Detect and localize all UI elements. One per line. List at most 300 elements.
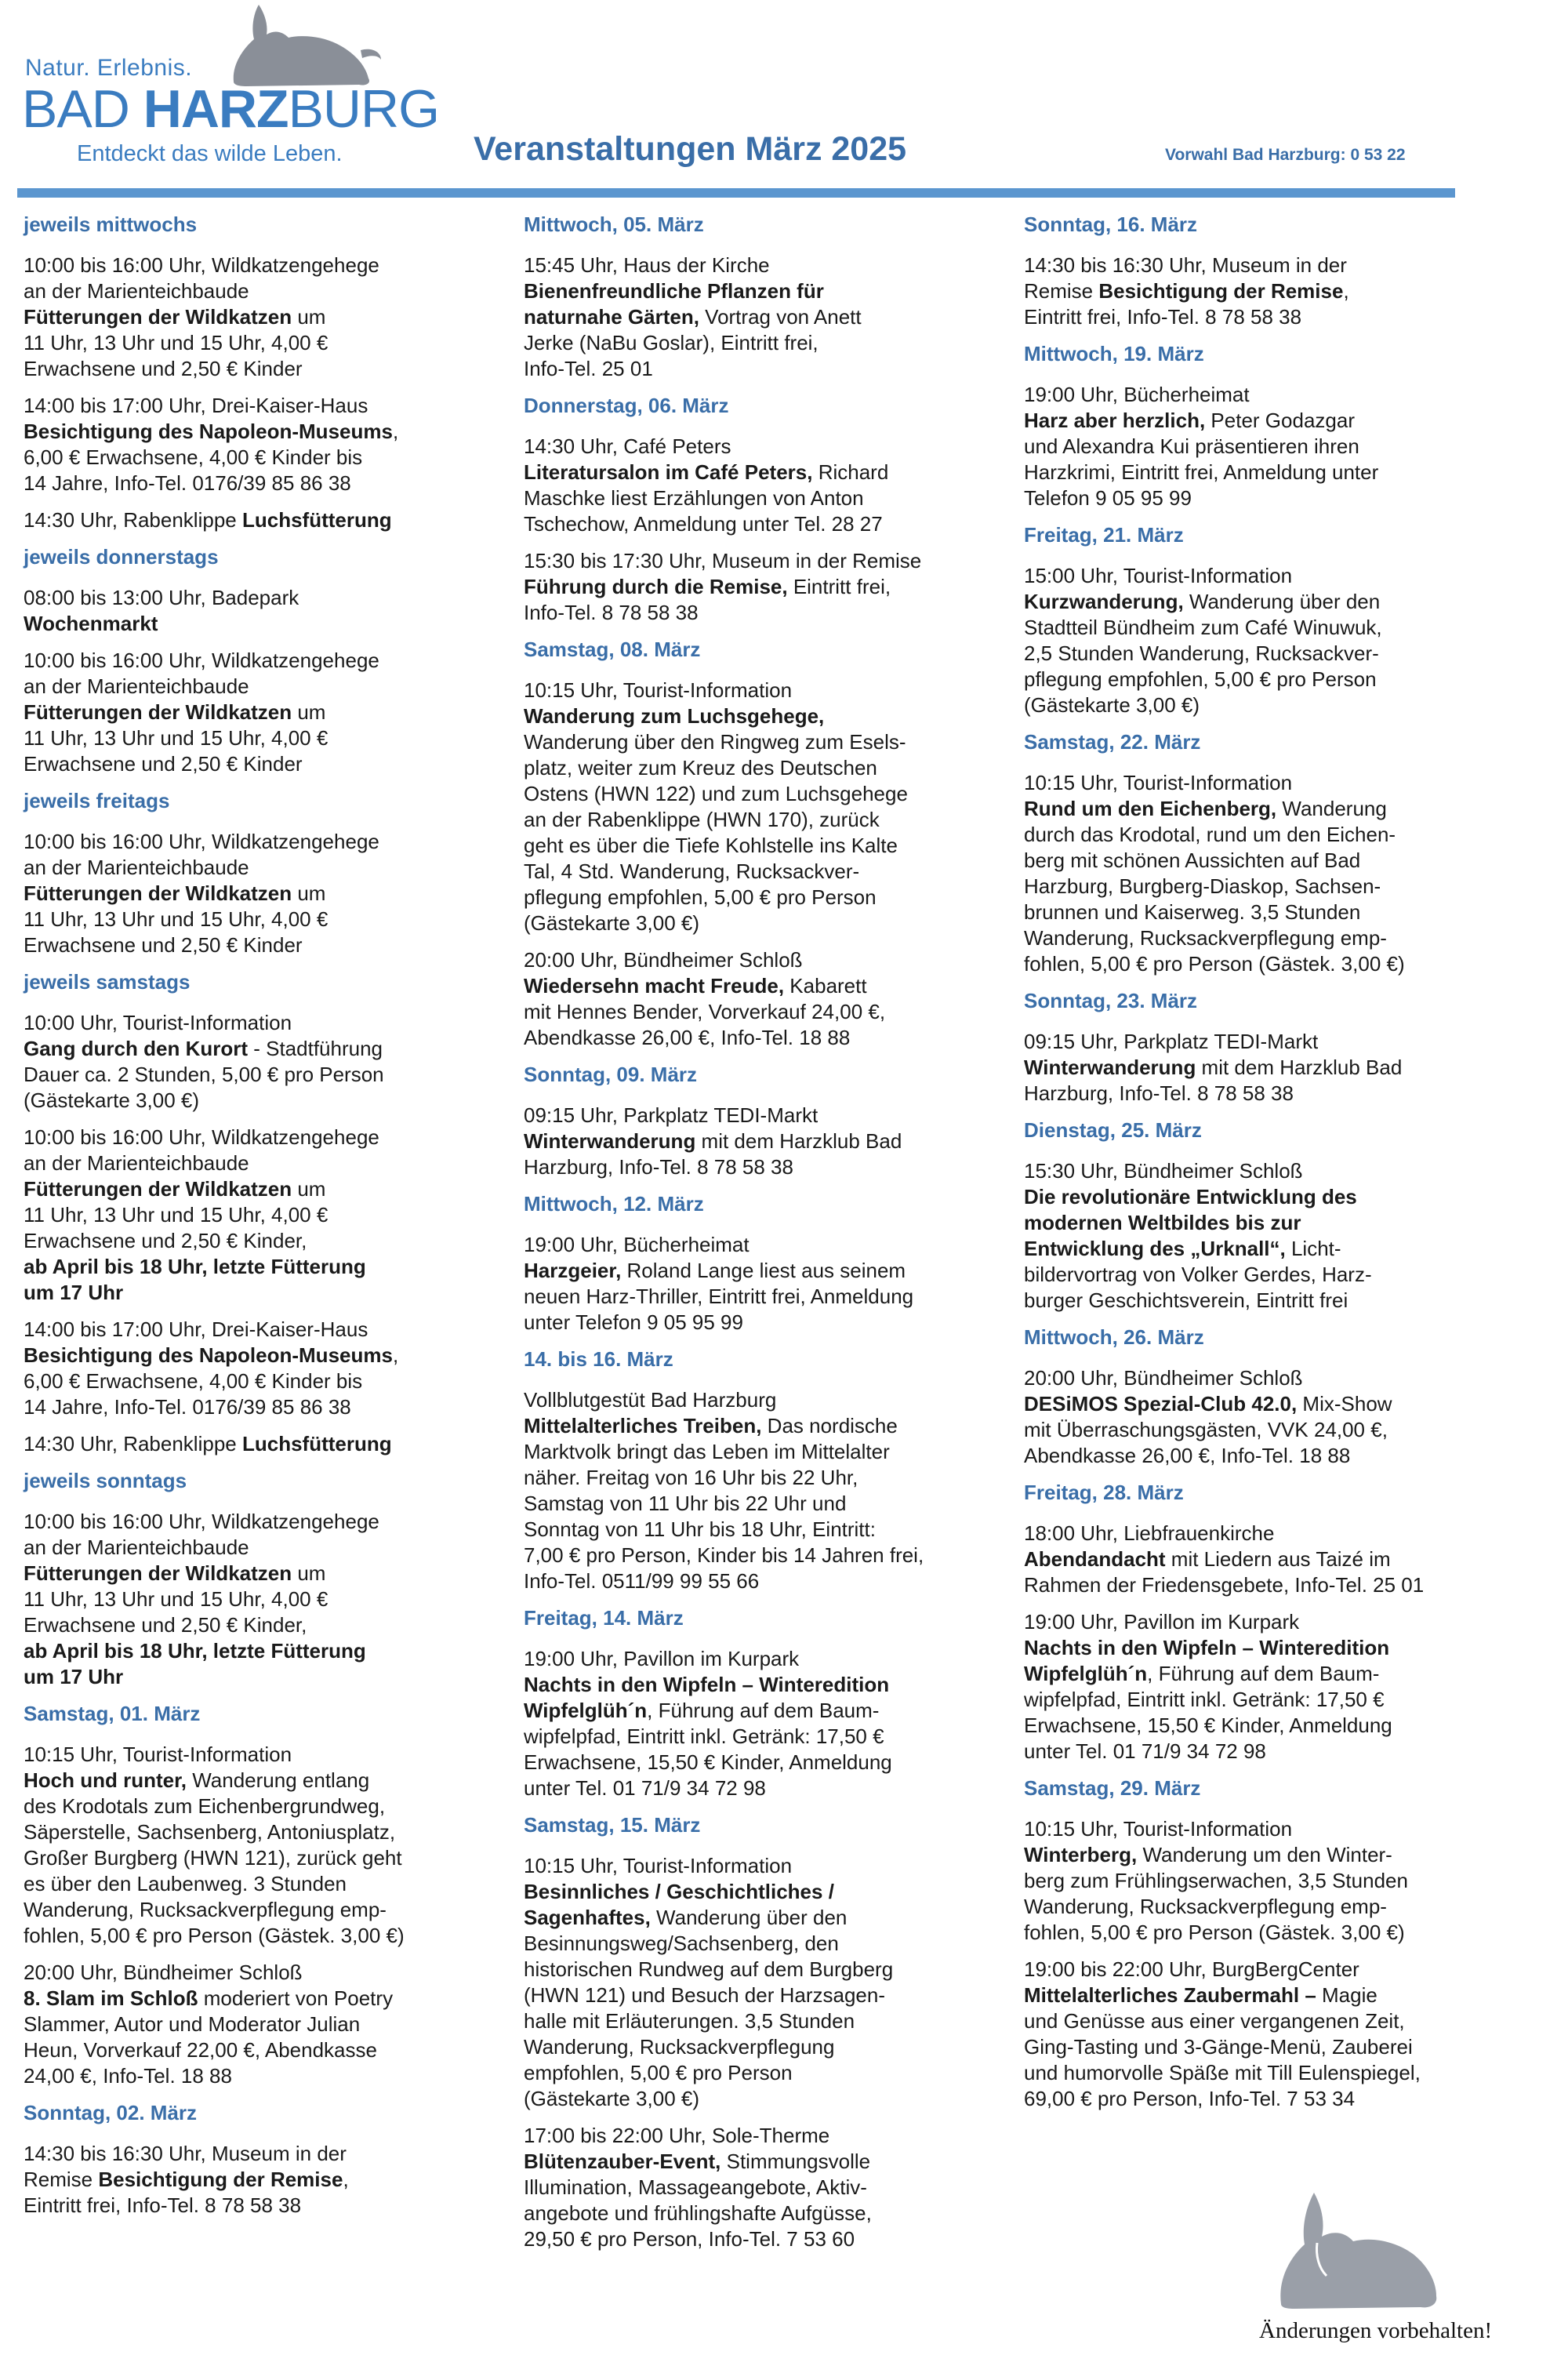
- event-entry: [24, 2141, 492, 2219]
- event-entry: [24, 829, 492, 958]
- event-entry: [1024, 770, 1493, 977]
- event-text: Wanderung, Rucksackverpflegung emp-: [24, 1898, 387, 1921]
- event-entry: [524, 253, 993, 382]
- event-text: Telefon 9 05 95 99: [1024, 486, 1192, 510]
- day-section: [1024, 729, 1493, 977]
- event-text: 09:15 Uhr, Parkplatz TEDI-Markt: [1024, 1030, 1319, 1053]
- day-section: [1024, 522, 1493, 718]
- event-text: unter Tel. 01 71/9 34 72 98: [1024, 1739, 1266, 1763]
- event-text: Magie: [1316, 1983, 1377, 2007]
- event-text: historischen Rundweg auf dem Burgberg: [524, 1957, 894, 1981]
- event-text: 14:30 bis 16:30 Uhr, Museum in der: [1024, 253, 1347, 277]
- event-text: fohlen, 5,00 € pro Person (Gästek. 3,00 €): [24, 1924, 405, 1947]
- logo-name-part2: HARZ: [143, 79, 289, 139]
- event-title: Harz aber herzlich,: [1024, 409, 1206, 432]
- event-text: 11 Uhr, 13 Uhr und 15 Uhr, 4,00 €: [24, 1587, 328, 1611]
- event-title: Winterwanderung: [1024, 1056, 1196, 1079]
- event-text: Ging-Tasting und 3-Gänge-Menü, Zauberei: [1024, 2035, 1413, 2059]
- event-text: unter Tel. 01 71/9 34 72 98: [524, 1776, 766, 1800]
- event-text: 19:00 Uhr, Bücherheimat: [1024, 383, 1250, 406]
- event-text: 11 Uhr, 13 Uhr und 15 Uhr, 4,00 €: [24, 907, 328, 931]
- day-section: [1024, 341, 1493, 511]
- page-title: Veranstaltungen März 2025: [474, 130, 907, 168]
- lynx-corner-icon: [1270, 2188, 1443, 2313]
- event-entry: [1024, 1957, 1493, 2112]
- changes-notice: Änderungen vorbehalten!: [1259, 2318, 1493, 2343]
- event-entry: [24, 253, 492, 382]
- event-text: ,: [392, 420, 399, 443]
- event-text: Wanderung, Rucksackverpflegung emp-: [1024, 926, 1387, 950]
- event-text: 10:15 Uhr, Tourist-Information: [524, 1854, 793, 1877]
- event-entry: [1024, 1609, 1493, 1764]
- day-heading: Freitag, 28. März: [1024, 1481, 1184, 1504]
- event-text: pflegung empfohlen, 5,00 € pro Person: [1024, 667, 1377, 691]
- event-title: Besichtigung der Remise: [1098, 279, 1344, 303]
- day-heading: Samstag, 08. März: [524, 638, 701, 661]
- event-text: Erwachsene und 2,50 € Kinder,: [24, 1229, 307, 1252]
- day-heading: Samstag, 22. März: [1024, 730, 1201, 754]
- event-title: ab April bis 18 Uhr, letzte Fütterung: [24, 1639, 366, 1663]
- event-text: Vortrag von Anett: [699, 305, 862, 329]
- day-section: [1024, 1325, 1493, 1469]
- event-text: 2,5 Stunden Wanderung, Rucksackver-: [1024, 641, 1379, 665]
- event-text: 10:00 bis 16:00 Uhr, Wildkatzengehege: [24, 253, 379, 277]
- event-text: Jerke (NaBu Goslar), Eintritt frei,: [524, 331, 818, 354]
- event-text: (Gästekarte 3,00 €): [524, 911, 699, 935]
- event-title: naturnahe Gärten,: [524, 305, 699, 329]
- event-text: 14:00 bis 17:00 Uhr, Drei-Kaiser-Haus: [24, 1317, 368, 1341]
- day-section: [1024, 1480, 1493, 1764]
- day-heading: Sonntag, 16. März: [1024, 213, 1198, 236]
- event-title: modernen Weltbildes bis zur: [1024, 1211, 1301, 1234]
- day-heading: Donnerstag, 06. März: [524, 394, 729, 417]
- event-title: Führung durch die Remise,: [524, 575, 788, 598]
- event-title: Die revolutionäre Entwicklung des: [1024, 1185, 1357, 1208]
- event-entry: [24, 393, 492, 496]
- event-entry: [1024, 1158, 1493, 1314]
- event-title: Luchsfütterung: [241, 1432, 392, 1456]
- event-entry: [524, 1646, 993, 1801]
- event-text: 15:00 Uhr, Tourist-Information: [1024, 564, 1293, 587]
- area-code: Vorwahl Bad Harzburg: 0 53 22: [1165, 146, 1406, 164]
- day-heading: Mittwoch, 19. März: [1024, 342, 1204, 365]
- day-heading: jeweils freitags: [24, 789, 170, 812]
- event-text: Harzburg, Burgberg-Diaskop, Sachsen-: [1024, 874, 1381, 898]
- event-text: 15:30 bis 17:30 Uhr, Museum in der Remise: [524, 549, 922, 572]
- event-text: um: [292, 305, 326, 329]
- event-entry: [524, 1232, 993, 1336]
- event-title: Mittelalterliches Zaubermahl –: [1024, 1983, 1316, 2007]
- event-text: durch das Krodotal, rund um den Eichen-: [1024, 823, 1396, 846]
- event-text: unter Telefon 9 05 95 99: [524, 1310, 743, 1334]
- event-text: Erwachsene und 2,50 € Kinder: [24, 933, 303, 957]
- event-text: Maschke liest Erzählungen von Anton: [524, 486, 864, 510]
- event-title: Winterwanderung: [524, 1129, 696, 1153]
- event-text: 19:00 Uhr, Pavillon im Kurpark: [524, 1647, 800, 1670]
- event-text: Remise: [24, 2168, 99, 2191]
- event-title: Luchsfütterung: [241, 508, 392, 532]
- event-title: Gang durch den Kurort: [24, 1037, 248, 1060]
- event-title: um 17 Uhr: [24, 1281, 124, 1304]
- event-text: , Führung auf dem Baum-: [647, 1699, 880, 1722]
- event-text: Tal, 4 Std. Wanderung, Rucksackver-: [524, 860, 860, 883]
- event-title: Entwicklung des „Urknall“,: [1024, 1237, 1286, 1260]
- event-text: empfohlen, 5,00 € pro Person: [524, 2061, 793, 2084]
- event-title: Bienenfreundliche Pflanzen für: [524, 279, 824, 303]
- event-text: Slammer, Autor und Moderator Julian: [24, 2012, 361, 2036]
- event-text: an der Rabenklippe (HWN 170), zurück: [524, 808, 880, 831]
- event-entry: [524, 1853, 993, 2112]
- event-text: 10:15 Uhr, Tourist-Information: [24, 1743, 292, 1766]
- event-text: ,: [343, 2168, 349, 2191]
- event-text: Abendkasse 26,00 €, Info-Tel. 18 88: [524, 1026, 851, 1049]
- event-entry: [1024, 1029, 1493, 1107]
- event-entry: [24, 507, 492, 533]
- event-text: geht es über die Tiefe Kohlstelle ins Kalte: [524, 834, 898, 857]
- event-text: näher. Freitag von 16 Uhr bis 22 Uhr,: [524, 1466, 858, 1489]
- day-section: [24, 1468, 492, 1690]
- event-text: und Alexandra Kui präsentieren ihren: [1024, 434, 1359, 458]
- event-text: 19:00 Uhr, Bücherheimat: [524, 1233, 750, 1256]
- event-text: Säperstelle, Sachsenberg, Antoniusplatz,: [24, 1820, 396, 1844]
- column-2: [524, 212, 993, 2263]
- event-text: an der Marienteichbaude: [24, 279, 249, 303]
- day-heading: Mittwoch, 26. März: [1024, 1325, 1204, 1349]
- day-section: [524, 1605, 993, 1801]
- event-text: 69,00 € pro Person, Info-Tel. 7 53 34: [1024, 2087, 1356, 2110]
- event-text: Wanderung: [1276, 797, 1387, 820]
- event-entry: [24, 1509, 492, 1690]
- header-divider: [17, 188, 1455, 198]
- event-text: 14 Jahre, Info-Tel. 0176/39 85 86 38: [24, 1395, 351, 1419]
- day-section: [24, 2100, 492, 2219]
- day-section: [24, 544, 492, 777]
- event-text: um: [292, 700, 326, 724]
- event-title: Besichtigung des Napoleon-Museums: [24, 420, 393, 443]
- event-text: Harzburg, Info-Tel. 8 78 58 38: [1024, 1081, 1294, 1105]
- event-text: 10:15 Uhr, Tourist-Information: [1024, 771, 1293, 794]
- day-section: [524, 393, 993, 626]
- event-title: Fütterungen der Wildkatzen: [24, 1561, 292, 1585]
- lynx-logo-icon: [227, 3, 384, 89]
- event-text: 20:00 Uhr, Bündheimer Schloß: [24, 1961, 303, 1984]
- event-text: Wanderung, Rucksackverpflegung: [524, 2035, 835, 2059]
- event-text: 14:00 bis 17:00 Uhr, Drei-Kaiser-Haus: [24, 394, 368, 417]
- event-text: berg mit schönen Aussichten auf Bad: [1024, 849, 1361, 872]
- event-text: Richard: [812, 460, 889, 484]
- event-text: Stadtteil Bündheim zum Café Winuwuk,: [1024, 616, 1382, 639]
- event-title: Besinnliches / Geschichtliches /: [524, 1880, 834, 1903]
- event-text: Tschechow, Anmeldung unter Tel. 28 27: [524, 512, 883, 536]
- event-text: mit dem Harzklub Bad: [1196, 1056, 1403, 1079]
- event-entry: [524, 947, 993, 1051]
- day-heading: Samstag, 01. März: [24, 1702, 201, 1725]
- day-heading: 14. bis 16. März: [524, 1347, 673, 1371]
- event-text: 08:00 bis 13:00 Uhr, Badepark: [24, 586, 299, 609]
- event-text: Samstag von 11 Uhr bis 22 Uhr und: [524, 1492, 847, 1515]
- event-text: 10:15 Uhr, Tourist-Information: [524, 678, 793, 702]
- day-section: [1024, 1118, 1493, 1314]
- event-title: Wipfelglüh´n: [1024, 1662, 1148, 1685]
- event-text: moderiert von Poetry: [198, 1986, 394, 2010]
- day-section: [1024, 988, 1493, 1107]
- event-text: Erwachsene, 15,50 € Kinder, Anmeldung: [1024, 1714, 1392, 1737]
- event-text: 19:00 Uhr, Pavillon im Kurpark: [1024, 1610, 1300, 1634]
- event-title: Wiedersehn macht Freude,: [524, 974, 785, 998]
- event-text: , Führung auf dem Baum-: [1147, 1662, 1380, 1685]
- event-entry: [524, 678, 993, 936]
- event-title: Kurzwanderung,: [1024, 590, 1184, 613]
- event-text: (Gästekarte 3,00 €): [1024, 693, 1200, 717]
- day-section: [524, 1191, 993, 1336]
- day-heading: Mittwoch, 12. März: [524, 1192, 704, 1216]
- logo-name-part1: BAD: [22, 79, 143, 139]
- event-text: brunnen und Kaiserweg. 3,5 Stunden: [1024, 900, 1361, 924]
- event-text: Info-Tel. 25 01: [524, 357, 653, 380]
- event-entry: [524, 548, 993, 626]
- event-entry: [1024, 1365, 1493, 1469]
- event-title: Fütterungen der Wildkatzen: [24, 1177, 292, 1201]
- event-text: Erwachsene, 15,50 € Kinder, Anmeldung: [524, 1750, 892, 1774]
- day-heading: jeweils mittwochs: [24, 213, 198, 236]
- event-text: und humorvolle Späße mit Till Eulenspiegel,: [1024, 2061, 1421, 2084]
- event-text: Sonntag von 11 Uhr bis 18 Uhr, Eintritt:: [524, 1517, 876, 1541]
- day-heading: Freitag, 21. März: [1024, 523, 1184, 547]
- event-title: Nachts in den Wipfeln – Winteredition: [1024, 1636, 1390, 1659]
- day-heading: Mittwoch, 05. März: [524, 213, 704, 236]
- event-text: 6,00 € Erwachsene, 4,00 € Kinder bis: [24, 445, 363, 469]
- event-text: 7,00 € pro Person, Kinder bis 14 Jahren frei,: [524, 1543, 924, 1567]
- event-text: 14 Jahre, Info-Tel. 0176/39 85 86 38: [24, 471, 351, 495]
- event-title: Mittelalterliches Treiben,: [524, 1414, 762, 1437]
- day-section: [524, 1812, 993, 2252]
- event-text: burger Geschichtsverein, Eintritt frei: [1024, 1288, 1348, 1312]
- event-text: Remise: [1024, 279, 1099, 303]
- event-text: mit Hennes Bender, Vorverkauf 24,00 €,: [524, 1000, 886, 1023]
- event-title: ab April bis 18 Uhr, letzte Fütterung: [24, 1255, 366, 1278]
- day-heading: Dienstag, 25. März: [1024, 1118, 1202, 1142]
- event-entry: [1024, 563, 1493, 718]
- event-text: 14:30 Uhr, Rabenklippe: [24, 1432, 242, 1456]
- event-text: Wanderung über den Ringweg zum Esels-: [524, 730, 906, 754]
- event-entry: [24, 1125, 492, 1306]
- event-text: 09:15 Uhr, Parkplatz TEDI-Markt: [524, 1103, 818, 1127]
- logo-slogan: Entdeckt das wilde Leben.: [77, 141, 343, 166]
- event-text: (Gästekarte 3,00 €): [524, 2087, 699, 2110]
- event-text: angebote und frühlingshafte Aufgüsse,: [524, 2201, 872, 2225]
- event-title: Fütterungen der Wildkatzen: [24, 700, 292, 724]
- event-text: 10:00 bis 16:00 Uhr, Wildkatzengehege: [24, 830, 379, 853]
- event-entry: [524, 1387, 993, 1594]
- event-text: Erwachsene und 2,50 € Kinder,: [24, 1613, 307, 1637]
- event-entry: [1024, 253, 1493, 330]
- event-text: 29,50 € pro Person, Info-Tel. 7 53 60: [524, 2227, 855, 2251]
- event-title: Hoch und runter,: [24, 1768, 187, 1792]
- event-text: Großer Burgberg (HWN 121), zurück geht: [24, 1846, 402, 1870]
- day-heading: Samstag, 29. März: [1024, 1776, 1201, 1800]
- event-entry: [1024, 382, 1493, 511]
- event-title: Nachts in den Wipfeln – Winteredition: [524, 1673, 890, 1696]
- event-text: 11 Uhr, 13 Uhr und 15 Uhr, 4,00 €: [24, 331, 328, 354]
- day-section: [24, 1701, 492, 2089]
- day-section: [524, 212, 993, 382]
- logo-tagline: Natur. Erlebnis.: [25, 55, 193, 81]
- event-text: Kabarett: [784, 974, 867, 998]
- event-title: Besichtigung der Remise: [98, 2168, 343, 2191]
- event-title: Wanderung zum Luchsgehege,: [524, 704, 825, 728]
- event-text: Eintritt frei, Info-Tel. 8 78 58 38: [1024, 305, 1302, 329]
- event-text: Wanderung über den: [1183, 590, 1381, 613]
- event-text: Licht-: [1285, 1237, 1341, 1260]
- event-text: berg zum Frühlingserwachen, 3,5 Stunden: [1024, 1869, 1408, 1892]
- column-1: [24, 212, 492, 2230]
- event-text: wipfelpfad, Eintritt inkl. Getränk: 17,50 €: [1024, 1688, 1385, 1711]
- event-text: mit Liedern aus Taizé im: [1165, 1547, 1391, 1571]
- event-title: Winterberg,: [1024, 1843, 1138, 1866]
- event-text: an der Marienteichbaude: [24, 856, 249, 879]
- day-section: [24, 788, 492, 958]
- event-entry: [524, 2123, 993, 2252]
- event-entry: [24, 1960, 492, 2089]
- event-text: an der Marienteichbaude: [24, 1151, 249, 1175]
- event-entry: [24, 1317, 492, 1420]
- event-text: halle mit Erläuterungen. 3,5 Stunden: [524, 2009, 855, 2033]
- event-title: Rund um den Eichenberg,: [1024, 797, 1277, 820]
- event-text: Wanderung, Rucksackverpflegung emp-: [1024, 1895, 1387, 1918]
- event-text: Vollblutgestüt Bad Harzburg: [524, 1388, 777, 1412]
- event-text: und Genüsse aus einer vergangenen Zeit,: [1024, 2009, 1405, 2033]
- event-text: an der Marienteichbaude: [24, 1535, 249, 1559]
- event-text: 18:00 Uhr, Liebfrauenkirche: [1024, 1521, 1275, 1545]
- event-entry: [24, 585, 492, 637]
- event-text: Eintritt frei,: [787, 575, 891, 598]
- event-text: 10:00 bis 16:00 Uhr, Wildkatzengehege: [24, 1510, 379, 1533]
- event-text: fohlen, 5,00 € pro Person (Gästek. 3,00 €): [1024, 952, 1405, 976]
- event-text: Eintritt frei, Info-Tel. 8 78 58 38: [24, 2193, 302, 2217]
- event-text: 11 Uhr, 13 Uhr und 15 Uhr, 4,00 €: [24, 1203, 328, 1227]
- day-heading: Samstag, 15. März: [524, 1813, 701, 1837]
- event-text: um: [292, 1177, 326, 1201]
- event-entry: [24, 1431, 492, 1457]
- event-text: Besinnungsweg/Sachsenberg, den: [524, 1932, 839, 1955]
- event-text: es über den Laubenweg. 3 Stunden: [24, 1872, 347, 1895]
- event-text: ,: [392, 1343, 399, 1367]
- event-text: 14:30 bis 16:30 Uhr, Museum in der: [24, 2142, 347, 2165]
- event-entry: [1024, 1816, 1493, 1946]
- event-text: fohlen, 5,00 € pro Person (Gästek. 3,00 €): [1024, 1921, 1405, 1944]
- event-text: Das nordische: [761, 1414, 898, 1437]
- event-text: 10:00 bis 16:00 Uhr, Wildkatzengehege: [24, 649, 379, 672]
- event-entry: [24, 1742, 492, 1949]
- event-text: Abendkasse 26,00 €, Info-Tel. 18 88: [1024, 1444, 1351, 1467]
- event-text: Wanderung um den Winter-: [1137, 1843, 1392, 1866]
- event-text: Dauer ca. 2 Stunden, 5,00 € pro Person: [24, 1063, 384, 1086]
- event-text: bildervortrag von Volker Gerdes, Harz-: [1024, 1263, 1372, 1286]
- event-text: um: [292, 881, 326, 905]
- day-section: [24, 969, 492, 1457]
- day-section: [1024, 1775, 1493, 2112]
- event-text: pflegung empfohlen, 5,00 € pro Person: [524, 885, 877, 909]
- event-text: 10:15 Uhr, Tourist-Information: [1024, 1817, 1293, 1841]
- event-text: platz, weiter zum Kreuz des Deutschen: [524, 756, 877, 780]
- event-text: Info-Tel. 0511/99 99 55 66: [524, 1569, 760, 1593]
- day-section: [524, 637, 993, 1051]
- event-text: Ostens (HWN 122) und zum Luchsgehege: [524, 782, 908, 805]
- event-text: (HWN 121) und Besuch der Harzsagen-: [524, 1983, 885, 2007]
- event-text: des Krodotals zum Eichenbergrundweg,: [24, 1794, 386, 1818]
- event-title: Fütterungen der Wildkatzen: [24, 305, 292, 329]
- day-section: [1024, 212, 1493, 330]
- event-text: Illumination, Massageangebote, Aktiv-: [524, 2175, 867, 2199]
- event-text: Mix-Show: [1297, 1392, 1392, 1416]
- event-text: (Gästekarte 3,00 €): [24, 1088, 199, 1112]
- event-text: 6,00 € Erwachsene, 4,00 € Kinder bis: [24, 1369, 363, 1393]
- event-title: DESiMOS Spezial-Club 42.0,: [1024, 1392, 1298, 1416]
- day-heading: Sonntag, 09. März: [524, 1063, 698, 1086]
- day-heading: Freitag, 14. März: [524, 1606, 684, 1630]
- event-title: Wipfelglüh´n: [524, 1699, 648, 1722]
- day-section: [524, 1346, 993, 1594]
- event-title: um 17 Uhr: [24, 1665, 124, 1688]
- event-text: wipfelpfad, Eintritt inkl. Getränk: 17,50 €: [524, 1724, 884, 1748]
- day-heading: jeweils donnerstags: [24, 545, 219, 569]
- event-text: neuen Harz-Thriller, Eintritt frei, Anmeldung: [524, 1285, 914, 1308]
- event-text: Stimmungsvolle: [720, 2150, 871, 2173]
- event-text: Erwachsene und 2,50 € Kinder: [24, 752, 303, 776]
- event-text: Roland Lange liest aus seinem: [621, 1259, 906, 1282]
- event-text: Marktvolk bringt das Leben im Mittelalter: [524, 1440, 890, 1463]
- event-title: Blütenzauber-Event,: [524, 2150, 721, 2173]
- event-title: Wochenmarkt: [24, 612, 158, 635]
- event-text: 20:00 Uhr, Bündheimer Schloß: [1024, 1366, 1303, 1390]
- event-title: Fütterungen der Wildkatzen: [24, 881, 292, 905]
- event-text: 15:30 Uhr, Bündheimer Schloß: [1024, 1159, 1303, 1183]
- brand-logo: [22, 3, 461, 168]
- day-section: [524, 1062, 993, 1180]
- event-title: Literatursalon im Café Peters,: [524, 460, 813, 484]
- day-section: [24, 212, 492, 533]
- day-heading: Sonntag, 23. März: [1024, 989, 1198, 1012]
- event-text: 14:30 Uhr, Rabenklippe: [24, 508, 242, 532]
- event-title: Sagenhaftes,: [524, 1906, 651, 1929]
- event-text: Wanderung über den: [650, 1906, 848, 1929]
- event-title: Harzgeier,: [524, 1259, 622, 1282]
- event-entry: [1024, 1521, 1493, 1598]
- event-text: Peter Godazgar: [1205, 409, 1355, 432]
- event-title: Besichtigung des Napoleon-Museums: [24, 1343, 393, 1367]
- day-heading: jeweils samstags: [24, 970, 191, 994]
- event-text: an der Marienteichbaude: [24, 674, 249, 698]
- event-text: Info-Tel. 8 78 58 38: [524, 601, 699, 624]
- event-text: 11 Uhr, 13 Uhr und 15 Uhr, 4,00 €: [24, 726, 328, 750]
- column-3: [1024, 212, 1493, 2123]
- event-text: mit Überraschungsgästen, VVK 24,00 €,: [1024, 1418, 1388, 1441]
- event-text: 20:00 Uhr, Bündheimer Schloß: [524, 948, 803, 972]
- event-text: Harzkrimi, Eintritt frei, Anmeldung unter: [1024, 460, 1379, 484]
- event-text: 15:45 Uhr, Haus der Kirche: [524, 253, 770, 277]
- event-text: 10:00 Uhr, Tourist-Information: [24, 1011, 292, 1034]
- event-entry: [24, 648, 492, 777]
- event-text: Heun, Vorverkauf 22,00 €, Abendkasse: [24, 2038, 377, 2062]
- event-entry: [524, 1103, 993, 1180]
- logo-name-part3: BURG: [288, 79, 440, 139]
- event-text: 24,00 €, Info-Tel. 18 88: [24, 2064, 232, 2088]
- event-text: - Stadtführung: [248, 1037, 383, 1060]
- event-text: Rahmen der Friedensgebete, Info-Tel. 25 01: [1024, 1573, 1425, 1597]
- logo-name: [22, 79, 440, 139]
- event-text: 14:30 Uhr, Café Peters: [524, 434, 731, 458]
- event-text: 19:00 bis 22:00 Uhr, BurgBergCenter: [1024, 1957, 1359, 1981]
